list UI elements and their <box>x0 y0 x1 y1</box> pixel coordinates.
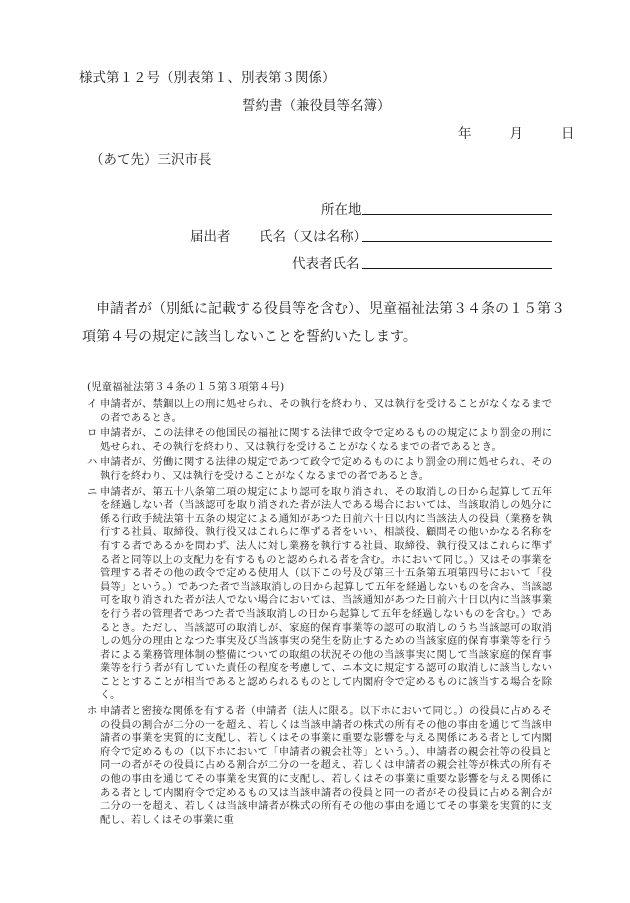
addressee: （あて先）三沢市長 <box>90 152 212 168</box>
clause-list <box>87 398 552 829</box>
date-day-label: 日 <box>561 126 575 142</box>
document-title: 誓約書（兼役員等名簿） <box>242 98 391 114</box>
clause-item <box>87 705 552 827</box>
clause-text: 申請者が、第五十八条第二項の規定により認可を取り消され、その取消しの日から起算して五年を経過しない者（当該認可を取り消された者が法人である場合においては、当該取消しの処分に係る行政手続法第十五条の規定による通知があつた日前六十日以内に当該法人の役員（業務を執行する社員、取締役、執行役又はこれらに準ずる者をいい、相談役、顧問その他いかなる名称を有する者であるかを問わず、法人に対し業務を執行する社員、取締役、執行役又はこれらに準ずる者と同等以上の支配力を有するものと認められる者を含む。ホにおいて同じ。）又はその事業を管理する者その他の政令で定める使用人（以下この号及び第三十五条第五項第四号において「役員等」という。）であつた者で当該取消しの日から起算して五年を経過しないものを含み、当該認可を取り消された者が法人でない場合においては、当該通知があつた日前六十日以内に当該事業を行う者の管理者であつた者で当該取消しの日から起算して五年を経過しないものを含む。）であるとき。ただし、当該認可の取消しが、家庭的保育事業等の認可の取消しのうち当該認可の取消しの処分の理由となつた事実及び当該事実の発生を防止するための当該家庭的保育事業等を行う者による業務管理体制の整備についての取組の状況その他の当該事実に関して当該家庭的保育事業等を行う者が有していた責任の程度を考慮して、ニ本文に規定する認可の取消しに該当しないこととすることが相当であると認められるものとして内閣府令で定めるものに該当する場合を除く。 <box>100 485 552 702</box>
form-number: 様式第１２号（別表第１、別表第３関係） <box>79 70 336 86</box>
pledge-statement: 申請者が（別紙に記載する役員等を含む）、児童福祉法第３４条の１５第３項第４号の規定に該当しないことを誓約いたします。 <box>82 301 565 345</box>
name-label: 氏名（又は名称） <box>259 229 367 245</box>
clause-mark: イ <box>87 398 98 410</box>
clause-mark: ハ <box>87 456 98 469</box>
applicant-label: 届出者 <box>190 229 231 245</box>
representative-label: 代表者氏名 <box>292 256 360 272</box>
date-year-label: 年 <box>458 126 472 142</box>
address-label: 所在地 <box>321 202 362 218</box>
address-field[interactable] <box>362 214 552 215</box>
clause-mark: ホ <box>87 705 98 718</box>
clause-item <box>87 486 552 704</box>
date-line <box>458 122 575 142</box>
clause-text: 申請者と密接な関係を有する者（申請者（法人に限る。以下ホにおいて同じ。）の役員に占めるその役員の割合が二分の一を超え、若しくは当該申請者の株式の所有その他の事由を通じて当該申請者の事業を実質的に支配し、若しくはその事業に重要な影響を与える関係にある者として内閣府令で定めるもの（以下ホにおいて「申請者の親会社等」という。）、申請者の親会社等の役員と同一の者がその役員に占める割合が二分の一を超え、若しくは申請者の親会社等が株式の所有その他の事由を通じてその事業を実質的に支配し、若しくはその事業に重要な影響を与える関係にある者として内閣府令で定めるもの又は当該申請者の役員と同一の者がその役員に占める割合が二分の一を超え、若しくは当該申請者が株式の所有その他の事由を通じてその事業を実質的に支配し、若しくはその事業に重 <box>100 705 552 826</box>
clause-text: 申請者が、この法律その他国民の福祉に関する法律で政令で定めるものの規定により罰金の刑に処せられ、その執行を終わり、又は執行を受けることがなくなるまでの者であるとき。 <box>100 427 552 453</box>
clause-mark: ニ <box>87 485 98 498</box>
clause-mark: ロ <box>87 427 98 440</box>
clause-text: 申請者が、労働に関する法律の規定であつて政令で定めるものにより罰金の刑に処せられ、その執行を終わり、又は執行を受けることがなくなるまでの者であるとき。 <box>100 456 552 482</box>
clause-item <box>87 427 552 454</box>
clause-text: 申請者が、禁錮以上の刑に処せられ、その執行を終わり、又は執行を受けることがなくなるまでの者であるとき。 <box>100 398 552 424</box>
representative-field[interactable] <box>362 268 552 269</box>
clause-item <box>87 456 552 483</box>
law-reference: (児童福祉法第３４条の１５第３項第４号) <box>87 381 285 393</box>
clause-item <box>87 398 552 425</box>
name-field[interactable] <box>362 241 552 242</box>
date-month-label: 月 <box>509 126 523 142</box>
